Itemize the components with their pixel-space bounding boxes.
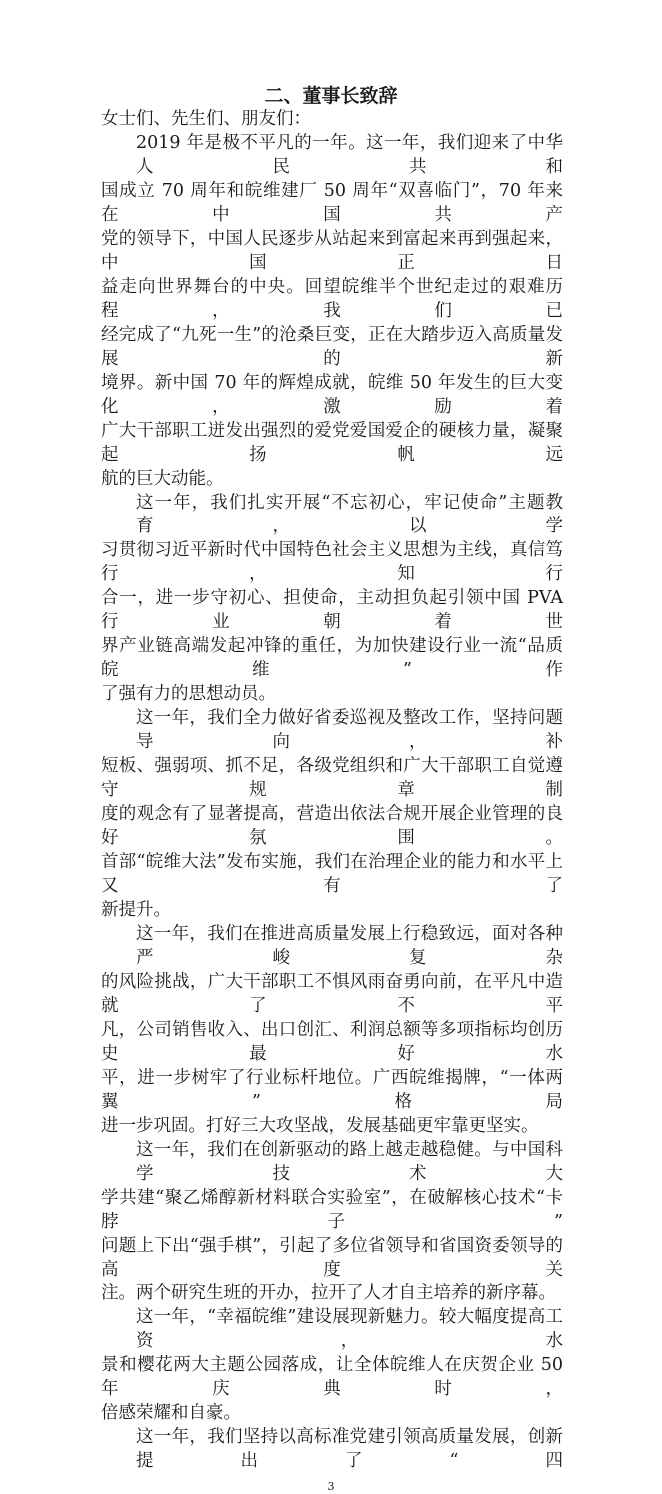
text-line: 的风险挑战，广大干部职工不惧风雨奋勇向前，在平凡中造就了不平 xyxy=(101,971,563,1016)
text-line: 新提升。 xyxy=(101,899,171,920)
text-line: 凡，公司销售收入、出口创汇、利润总额等多项指标均创历史最好水 xyxy=(101,1019,563,1064)
text-line: 短板、强弱项、抓不足，各级党组织和广大干部职工自觉遵守规章制 xyxy=(101,756,563,801)
text-line: 界产业链高端发起冲锋的重任，为加快建设行业一流“品质皖维”作 xyxy=(101,636,563,681)
text-line: 了强有力的思想动员。 xyxy=(101,684,276,705)
text-line: 这一年，我们在推进高质量发展上行稳致远，面对各种严峻复杂 xyxy=(136,923,563,968)
text-line: 境界。新中国 70 年的辉煌成就，皖维 50 年发生的巨大变化，激励着 xyxy=(101,372,563,417)
text-line: 广大干部职工迸发出强烈的爱党爱国爱企的硬核力量，凝聚起扬帆远 xyxy=(101,420,563,465)
paragraphs xyxy=(101,132,563,1474)
text-line: 益走向世界舞台的中央。回望皖维半个世纪走过的艰难历程，我们已 xyxy=(101,276,563,321)
text-line: 习贯彻习近平新时代中国特色社会主义思想为主线，真信笃行，知行 xyxy=(101,540,563,585)
paragraph xyxy=(101,923,563,1139)
text-line: 学共建“聚乙烯醇新材料联合实验室”，在破解核心技术“卡脖子” xyxy=(101,1187,563,1232)
text-line: 问题上下出“强手棋”，引起了多位省领导和省国资委领导的高度关 xyxy=(101,1235,563,1280)
text-line: 经完成了“九死一生”的沧桑巨变，正在大踏步迈入高质量发展的新 xyxy=(101,324,563,369)
text-line: 这一年，“幸福皖维”建设展现新魅力。较大幅度提高工资，水 xyxy=(136,1307,563,1352)
text-line: 首部“皖维大法”发布实施，我们在治理企业的能力和水平上又有了 xyxy=(101,852,563,896)
text-line: 这一年，我们全力做好省委巡视及整改工作，坚持问题导向，补 xyxy=(136,708,563,753)
paragraph xyxy=(101,707,563,923)
paragraph xyxy=(101,132,563,492)
salutation: 女士们、先生们、朋友们： xyxy=(101,109,311,129)
text-line: 注。两个研究生班的开办，拉开了人才自主培养的新序幕。 xyxy=(101,1283,556,1304)
paragraph xyxy=(101,492,563,708)
text-line: 这一年，我们扎实开展“不忘初心，牢记使命”主题教育，以学 xyxy=(136,492,563,537)
text-line: 平，进一步树牢了行业标杆地位。广西皖维揭牌，“一体两翼”格局 xyxy=(101,1067,563,1112)
text-line: 这一年，我们坚持以高标准党建引领高质量发展，创新提出了“四 xyxy=(136,1427,563,1472)
page-number: 3 xyxy=(327,1480,335,1494)
text-line: 国成立 70 周年和皖维建厂 50 周年“双喜临门”，70 年来在中国共产 xyxy=(101,180,563,225)
paragraph xyxy=(101,1426,563,1474)
section-title: 二、董事长致辞 xyxy=(264,85,398,107)
text-line: 这一年，我们在创新驱动的路上越走越稳健。与中国科学技术大 xyxy=(136,1139,563,1184)
text-line: 进一步巩固。打好三大攻坚战，发展基础更牢靠更坚实。 xyxy=(101,1115,539,1136)
text-line: 合一，进一步守初心、担使命，主动担负起引领中国 PVA 行业朝着世 xyxy=(101,588,563,633)
text-line: 党的领导下，中国人民逐步从站起来到富起来再到强起来，中国正日 xyxy=(101,228,563,273)
paragraph xyxy=(101,1306,563,1426)
text-line: 倍感荣耀和自豪。 xyxy=(101,1403,241,1424)
text-line: 度的观念有了显著提高，营造出依法合规开展企业管理的良好氛围。 xyxy=(101,804,563,849)
document-body xyxy=(101,108,563,1474)
text-line: 航的巨大动能。 xyxy=(101,468,224,489)
text-line: 景和樱花两大主题公园落成，让全体皖维人在庆贺企业 50 年庆典时， xyxy=(101,1355,563,1400)
text-line: 2019 年是极不平凡的一年。这一年，我们迎来了中华人民共和 xyxy=(136,132,563,177)
paragraph xyxy=(101,1139,563,1307)
